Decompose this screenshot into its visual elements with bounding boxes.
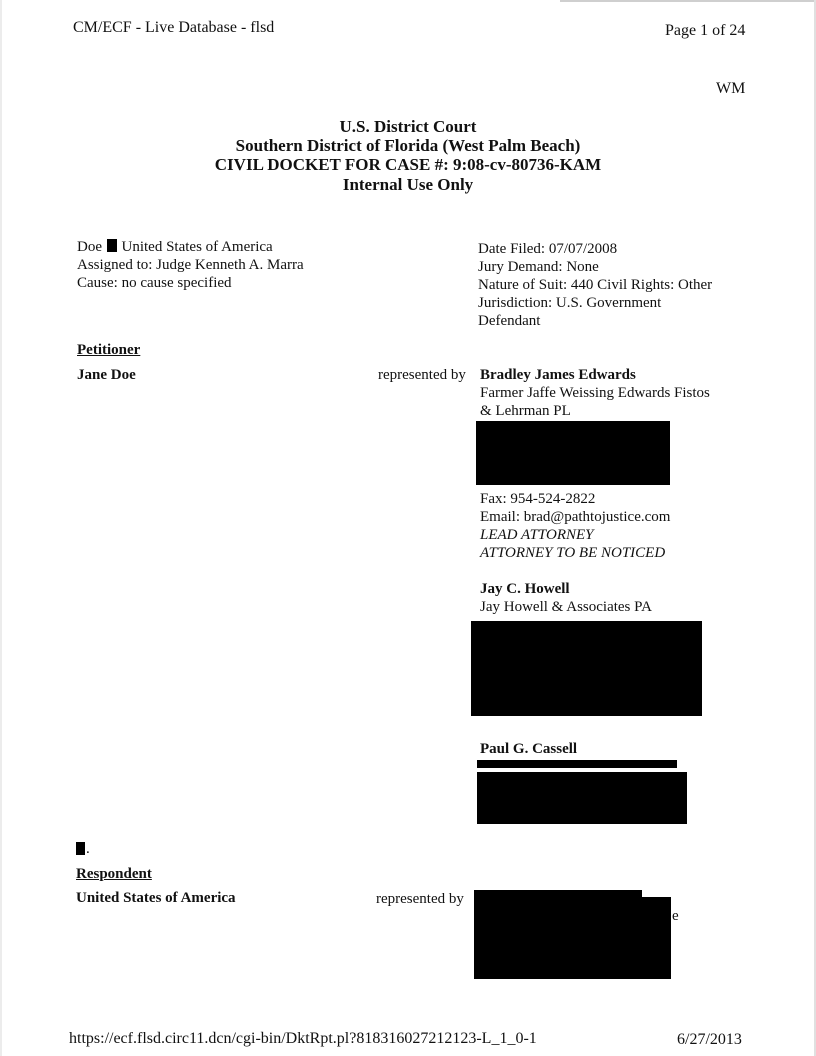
redaction-inline [107, 239, 117, 252]
petitioner-heading: Petitioner [77, 342, 141, 358]
footer-date: 6/27/2013 [677, 1031, 742, 1048]
redaction-inline [76, 842, 85, 855]
initials: WM [716, 80, 746, 97]
internal-use: Internal Use Only [342, 175, 474, 194]
scan-edge-top [560, 0, 816, 2]
redaction-block [476, 421, 670, 485]
jurisdiction-cont: Defendant [478, 313, 541, 329]
attorney-fax: Fax: 954-524-2822 [480, 491, 596, 507]
header-source: CM/ECF - Live Database - flsd [73, 19, 275, 36]
attorney-firm: Jay Howell & Associates PA [480, 599, 652, 615]
respondent-name: United States of America [76, 890, 236, 906]
court-district: Southern District of Florida (West Palm Beach) [235, 136, 581, 155]
lead-attorney: LEAD ATTORNEY [480, 527, 594, 543]
footer-url: https://ecf.flsd.circ11.dcn/cgi-bin/DktRpt.pl?818316027212123-L_1_0-1 [69, 1030, 537, 1047]
attorney-to-be-noticed: ATTORNEY TO BE NOTICED [480, 545, 666, 561]
attorney-name: Bradley James Edwards [480, 367, 636, 383]
page-number: Page 1 of 24 [665, 22, 746, 39]
respondent-heading: Respondent [76, 866, 152, 882]
redaction-block [477, 760, 677, 768]
jurisdiction: Jurisdiction: U.S. Government [478, 295, 662, 311]
redaction-block [474, 897, 671, 979]
attorney-firm-cont: & Lehrman PL [480, 403, 571, 419]
redaction-block [477, 772, 687, 824]
attorney-email: Email: brad@pathtojustice.com [480, 509, 671, 525]
jury-demand: Jury Demand: None [478, 259, 599, 275]
trailing-text: e [672, 908, 679, 924]
case-title-prefix: Doe [77, 239, 102, 255]
party-marker: . [86, 841, 90, 857]
case-title [77, 238, 273, 256]
petitioner-name: Jane Doe [77, 367, 136, 383]
docket-title: CIVIL DOCKET FOR CASE #: 9:08-cv-80736-KAM [214, 155, 602, 174]
represented-by-label: represented by [378, 367, 466, 383]
date-filed: Date Filed: 07/07/2008 [478, 241, 618, 257]
case-title-suffix: United States of America [121, 239, 273, 255]
nature-of-suit: Nature of Suit: 440 Civil Rights: Other [478, 277, 713, 293]
attorney-name: Paul G. Cassell [480, 741, 578, 757]
assigned-judge: Assigned to: Judge Kenneth A. Marra [77, 257, 304, 273]
attorney-name: Jay C. Howell [480, 581, 570, 597]
represented-by-label: represented by [376, 891, 464, 907]
attorney-firm: Farmer Jaffe Weissing Edwards Fistos [480, 385, 710, 401]
redaction-block [471, 621, 702, 716]
court-name: U.S. District Court [339, 117, 477, 136]
cause: Cause: no cause specified [77, 275, 232, 291]
